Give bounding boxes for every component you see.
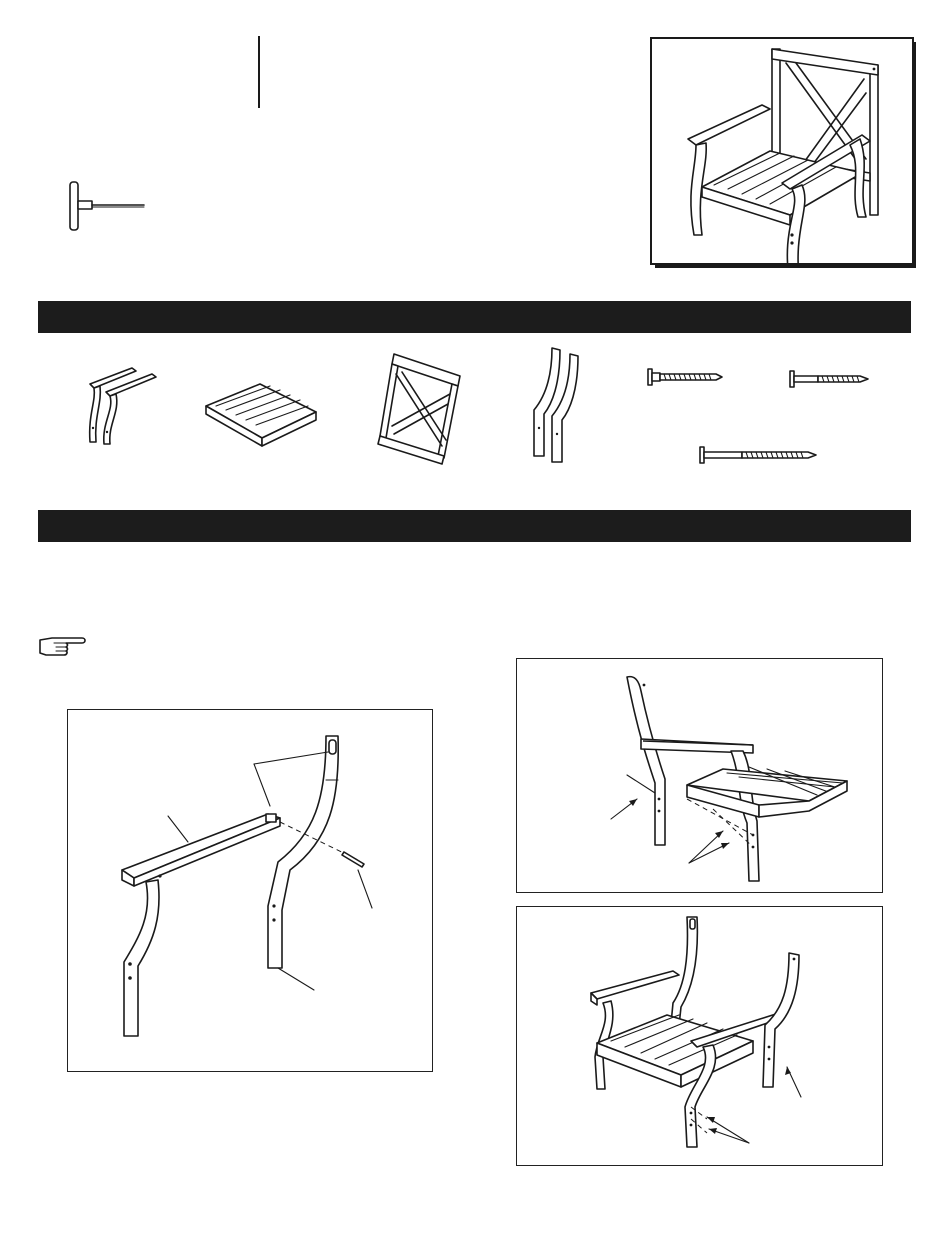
arm-rest-pair-icon	[80, 362, 170, 452]
arm-to-back-leg-figure	[67, 709, 433, 1072]
x-back-panel-icon	[372, 350, 468, 468]
long-bolt-icon	[698, 444, 820, 466]
hex-key-icon	[60, 176, 150, 236]
second-side-figure	[516, 906, 883, 1166]
seat-to-side-figure	[516, 658, 883, 893]
assembled-armchair-icon	[652, 39, 912, 263]
back-leg-pair-icon	[522, 344, 588, 468]
finished-chair-frame	[650, 37, 914, 265]
medium-bolt-icon	[788, 368, 870, 390]
assembly-section-band	[38, 510, 911, 542]
short-bolt-icon	[646, 366, 726, 388]
hardware-section-band	[38, 301, 911, 333]
seat-frame-icon	[200, 376, 320, 452]
pointing-hand-icon	[38, 634, 88, 658]
header-divider	[258, 36, 260, 108]
